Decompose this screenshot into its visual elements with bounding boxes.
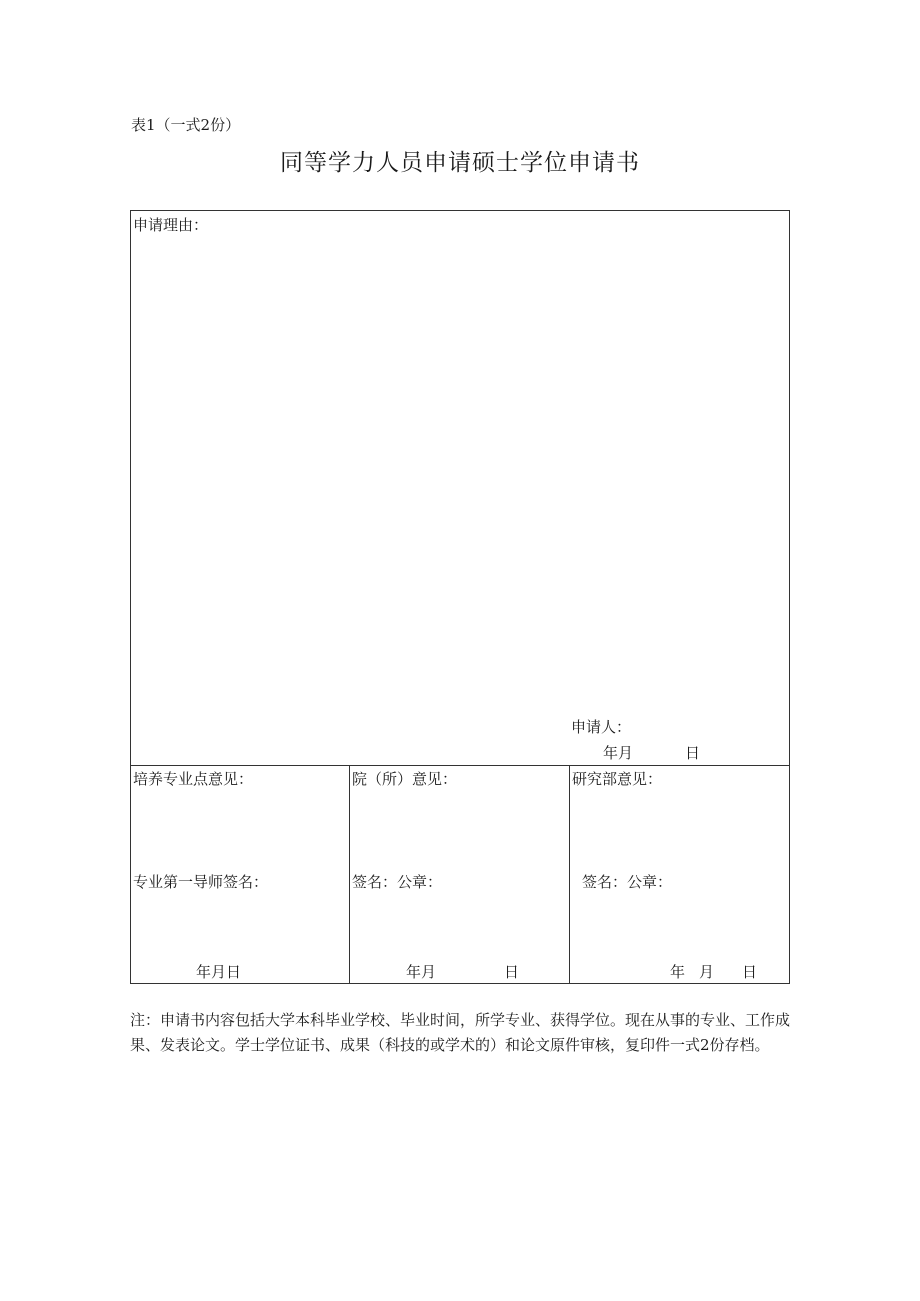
applicant-signature-label: 申请人： <box>571 718 632 736</box>
application-form-table <box>130 210 790 984</box>
advisor-signature-label: 专业第一导师签名： <box>133 873 269 891</box>
reason-date-line <box>603 743 700 763</box>
document-title: 同等学力人员申请硕士学位申请书 <box>280 150 640 176</box>
graduate-department-opinion-label: 研究部意见： <box>572 770 663 788</box>
graduate-department-date-line <box>670 962 757 982</box>
training-program-date: 年月日 <box>196 963 242 981</box>
college-date-day: 日 <box>504 963 520 981</box>
table-reference: 表1（一式2份） <box>131 116 241 134</box>
reason-label: 申请理由： <box>133 216 209 234</box>
college-date-line <box>406 962 519 982</box>
college-opinion-label: 院（所）意见： <box>352 770 458 788</box>
college-signature-seal-label: 签名：公章： <box>352 873 443 891</box>
training-program-opinion-label: 培养专业点意见： <box>133 770 254 788</box>
reason-section[interactable] <box>131 211 789 766</box>
graduate-department-opinion-cell[interactable] <box>570 766 789 983</box>
graduate-department-date-year: 年 <box>670 963 686 981</box>
footnote: 注：申请书内容包括大学本科毕业学校、毕业时间，所学专业、获得学位。现在从事的专业、工作成果、发表论文。学士学位证书、成果（科技的或学术的）和论文原件审核，复印件一式2份存档。 <box>130 1011 791 1054</box>
graduate-department-date-month: 月 <box>699 963 715 981</box>
college-date-year-month: 年月 <box>406 963 437 981</box>
graduate-department-date-day: 日 <box>742 963 758 981</box>
college-opinion-cell[interactable] <box>350 766 570 983</box>
graduate-department-signature-seal-label: 签名：公章： <box>582 873 673 891</box>
reason-date-year-month: 年月 <box>603 744 634 762</box>
reason-date-day: 日 <box>685 744 701 762</box>
training-program-opinion-cell[interactable] <box>131 766 350 983</box>
